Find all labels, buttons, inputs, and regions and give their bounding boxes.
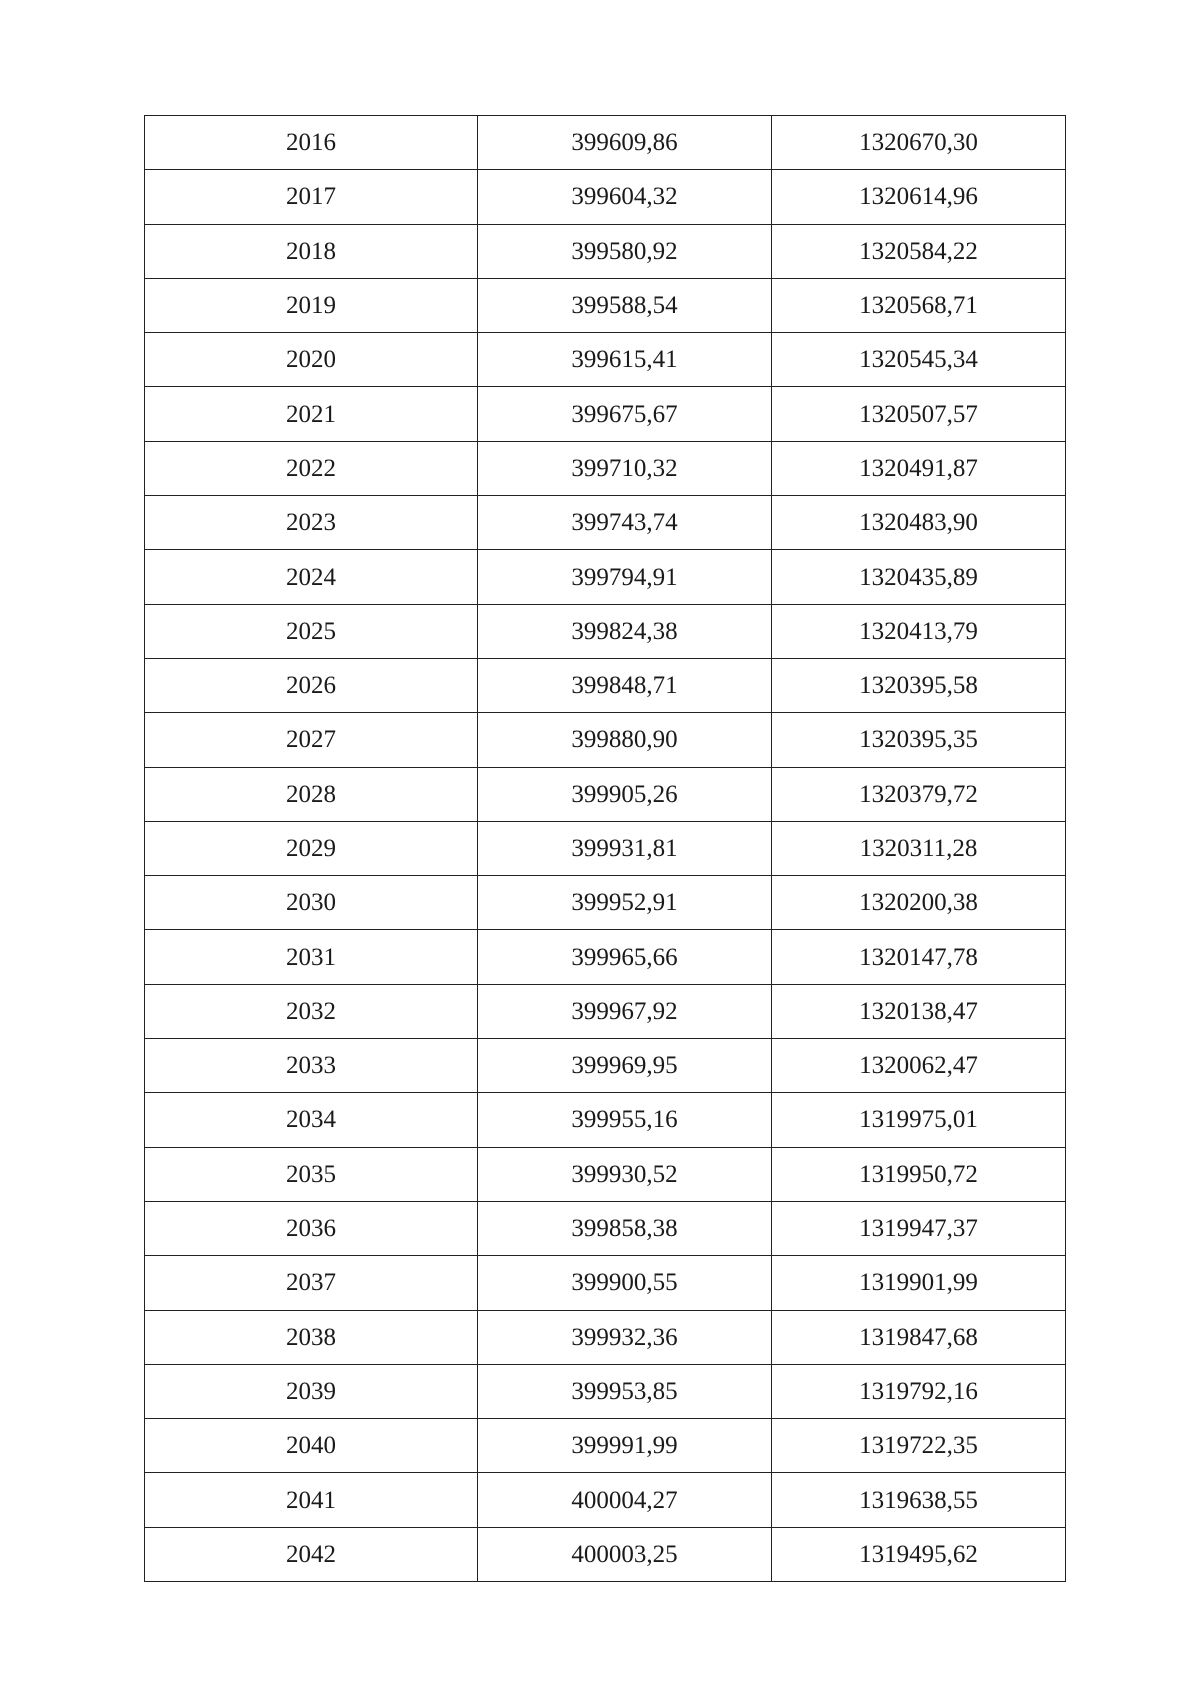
y-coordinate-cell: 1319975,01 xyxy=(772,1093,1066,1147)
point-number-cell: 2016 xyxy=(145,116,478,170)
coordinates-table xyxy=(144,115,1066,1582)
table-row xyxy=(145,1256,1066,1310)
point-number-cell: 2033 xyxy=(145,1039,478,1093)
y-coordinate-cell: 1320395,35 xyxy=(772,713,1066,767)
x-coordinate-cell: 399905,26 xyxy=(478,767,772,821)
point-number-cell: 2029 xyxy=(145,821,478,875)
table-row xyxy=(145,170,1066,224)
y-coordinate-cell: 1320395,58 xyxy=(772,658,1066,712)
table-row xyxy=(145,1473,1066,1527)
x-coordinate-cell: 399880,90 xyxy=(478,713,772,767)
x-coordinate-cell: 400003,25 xyxy=(478,1527,772,1581)
y-coordinate-cell: 1319638,55 xyxy=(772,1473,1066,1527)
y-coordinate-cell: 1320200,38 xyxy=(772,876,1066,930)
table-row xyxy=(145,1527,1066,1581)
x-coordinate-cell: 399848,71 xyxy=(478,658,772,712)
table-row xyxy=(145,278,1066,332)
y-coordinate-cell: 1319847,68 xyxy=(772,1310,1066,1364)
table-row xyxy=(145,1039,1066,1093)
x-coordinate-cell: 399675,67 xyxy=(478,387,772,441)
x-coordinate-cell: 399930,52 xyxy=(478,1147,772,1201)
y-coordinate-cell: 1319792,16 xyxy=(772,1364,1066,1418)
x-coordinate-cell: 399967,92 xyxy=(478,984,772,1038)
x-coordinate-cell: 399900,55 xyxy=(478,1256,772,1310)
table-row xyxy=(145,767,1066,821)
table-row xyxy=(145,333,1066,387)
table-row xyxy=(145,116,1066,170)
y-coordinate-cell: 1319947,37 xyxy=(772,1201,1066,1255)
point-number-cell: 2022 xyxy=(145,441,478,495)
point-number-cell: 2037 xyxy=(145,1256,478,1310)
x-coordinate-cell: 399604,32 xyxy=(478,170,772,224)
y-coordinate-cell: 1320568,71 xyxy=(772,278,1066,332)
x-coordinate-cell: 399969,95 xyxy=(478,1039,772,1093)
y-coordinate-cell: 1320311,28 xyxy=(772,821,1066,875)
y-coordinate-cell: 1320491,87 xyxy=(772,441,1066,495)
y-coordinate-cell: 1320670,30 xyxy=(772,116,1066,170)
table-row xyxy=(145,1364,1066,1418)
table-row xyxy=(145,550,1066,604)
x-coordinate-cell: 399952,91 xyxy=(478,876,772,930)
point-number-cell: 2030 xyxy=(145,876,478,930)
x-coordinate-cell: 399858,38 xyxy=(478,1201,772,1255)
table-row xyxy=(145,821,1066,875)
point-number-cell: 2023 xyxy=(145,496,478,550)
point-number-cell: 2026 xyxy=(145,658,478,712)
y-coordinate-cell: 1320062,47 xyxy=(772,1039,1066,1093)
y-coordinate-cell: 1319495,62 xyxy=(772,1527,1066,1581)
point-number-cell: 2032 xyxy=(145,984,478,1038)
x-coordinate-cell: 399580,92 xyxy=(478,224,772,278)
point-number-cell: 2024 xyxy=(145,550,478,604)
x-coordinate-cell: 399588,54 xyxy=(478,278,772,332)
y-coordinate-cell: 1320138,47 xyxy=(772,984,1066,1038)
point-number-cell: 2017 xyxy=(145,170,478,224)
point-number-cell: 2036 xyxy=(145,1201,478,1255)
table-row xyxy=(145,713,1066,767)
y-coordinate-cell: 1319950,72 xyxy=(772,1147,1066,1201)
y-coordinate-cell: 1320483,90 xyxy=(772,496,1066,550)
point-number-cell: 2021 xyxy=(145,387,478,441)
point-number-cell: 2041 xyxy=(145,1473,478,1527)
point-number-cell: 2028 xyxy=(145,767,478,821)
table-row xyxy=(145,387,1066,441)
x-coordinate-cell: 399794,91 xyxy=(478,550,772,604)
point-number-cell: 2025 xyxy=(145,604,478,658)
table-row xyxy=(145,984,1066,1038)
point-number-cell: 2027 xyxy=(145,713,478,767)
y-coordinate-cell: 1320379,72 xyxy=(772,767,1066,821)
x-coordinate-cell: 399609,86 xyxy=(478,116,772,170)
table-row xyxy=(145,224,1066,278)
x-coordinate-cell: 399931,81 xyxy=(478,821,772,875)
table-row xyxy=(145,658,1066,712)
x-coordinate-cell: 399824,38 xyxy=(478,604,772,658)
y-coordinate-cell: 1320435,89 xyxy=(772,550,1066,604)
y-coordinate-cell: 1320614,96 xyxy=(772,170,1066,224)
table-row xyxy=(145,441,1066,495)
table-row xyxy=(145,876,1066,930)
x-coordinate-cell: 399991,99 xyxy=(478,1419,772,1473)
x-coordinate-cell: 399965,66 xyxy=(478,930,772,984)
table-row xyxy=(145,604,1066,658)
y-coordinate-cell: 1320147,78 xyxy=(772,930,1066,984)
x-coordinate-cell: 399955,16 xyxy=(478,1093,772,1147)
point-number-cell: 2035 xyxy=(145,1147,478,1201)
x-coordinate-cell: 399932,36 xyxy=(478,1310,772,1364)
x-coordinate-cell: 399953,85 xyxy=(478,1364,772,1418)
x-coordinate-cell: 399743,74 xyxy=(478,496,772,550)
point-number-cell: 2018 xyxy=(145,224,478,278)
point-number-cell: 2039 xyxy=(145,1364,478,1418)
table-row xyxy=(145,1310,1066,1364)
table-row xyxy=(145,1201,1066,1255)
y-coordinate-cell: 1320545,34 xyxy=(772,333,1066,387)
x-coordinate-cell: 399615,41 xyxy=(478,333,772,387)
point-number-cell: 2034 xyxy=(145,1093,478,1147)
table-row xyxy=(145,1093,1066,1147)
table-row xyxy=(145,1419,1066,1473)
point-number-cell: 2031 xyxy=(145,930,478,984)
x-coordinate-cell: 399710,32 xyxy=(478,441,772,495)
y-coordinate-cell: 1320413,79 xyxy=(772,604,1066,658)
table-row xyxy=(145,930,1066,984)
y-coordinate-cell: 1319722,35 xyxy=(772,1419,1066,1473)
table-row xyxy=(145,496,1066,550)
x-coordinate-cell: 400004,27 xyxy=(478,1473,772,1527)
point-number-cell: 2020 xyxy=(145,333,478,387)
y-coordinate-cell: 1320507,57 xyxy=(772,387,1066,441)
point-number-cell: 2042 xyxy=(145,1527,478,1581)
table-row xyxy=(145,1147,1066,1201)
point-number-cell: 2038 xyxy=(145,1310,478,1364)
point-number-cell: 2040 xyxy=(145,1419,478,1473)
y-coordinate-cell: 1320584,22 xyxy=(772,224,1066,278)
y-coordinate-cell: 1319901,99 xyxy=(772,1256,1066,1310)
point-number-cell: 2019 xyxy=(145,278,478,332)
